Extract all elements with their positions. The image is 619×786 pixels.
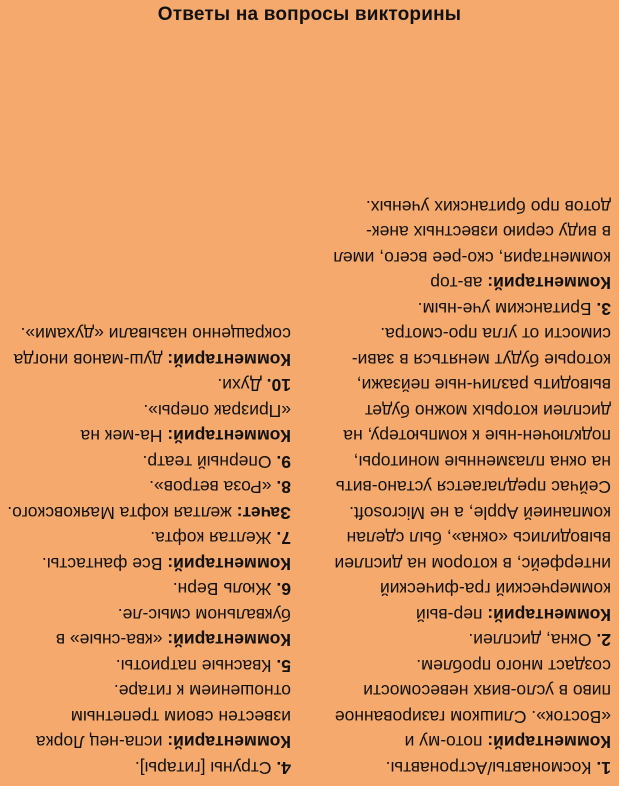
rotated-answers-block: [0, 30, 619, 786]
comment-5: Комментарий: «ква-сные» в буквальном смыс-ле.: [55, 605, 291, 651]
comment-10: Комментарий: душ-манов иногда сокращенно называли «духами».: [13, 324, 291, 370]
comment-6: Комментарий: Все фантасты.: [41, 554, 291, 574]
answer-3: 3. Британским уче-ным.: [417, 299, 611, 319]
answers-column-1: [326, 194, 611, 781]
comment-3: Комментарий: ав-тор комментария, ско-рее всего, имел в виду серию известных анек-дотов про британских ученых.: [333, 197, 611, 294]
answer-9: 9. Оперный театр.: [142, 452, 291, 472]
comment-1: Комментарий: пото-му и «Восток». Слишком газированное пиво в усло-виях невесомости создаст много проблем.: [334, 656, 611, 753]
answer-7: 7. Желтая кофта.: [150, 528, 291, 549]
answer-2: 2. Окна, дисплеи.: [468, 630, 611, 651]
answer-6: 6. Жюль Верн.: [172, 579, 291, 600]
comment-7: Зачет: желтая кофта Маяковского.: [7, 503, 291, 523]
answers-column-2: [6, 321, 291, 780]
comment-9: Комментарий: На-мек на «Призрак оперы».: [80, 401, 291, 447]
answer-1: 1. Космонавты/Астронавты.: [385, 758, 611, 778]
page-title: Ответы на вопросы викторины: [157, 4, 462, 25]
answer-8: 8. «Роза ветров».: [149, 477, 291, 498]
comment-4: Комментарий: испа-нец Лорка известен своим трепетным отношением к гитаре.: [35, 681, 291, 753]
answer-10: 10. Духи.: [217, 375, 291, 396]
answer-5: 5. Квасные патриоты.: [115, 656, 291, 676]
comment-2: Комментарий: пер-вый коммерческий гра-фический интерфейс, в котором на дисплеи выводились «окна», был сделан компанией Apple, а не Microsoft. Сейчас предлагается устано-вить на окна плазменные мониторы, подключен-ные к компьютеру, на дисплеи которых можно будет выводить различ-ные пейзажи, которые будут меняться в зави-симости от угла про-смотра.: [334, 324, 611, 625]
answer-4: 4. Струны [гитары].: [134, 758, 291, 778]
